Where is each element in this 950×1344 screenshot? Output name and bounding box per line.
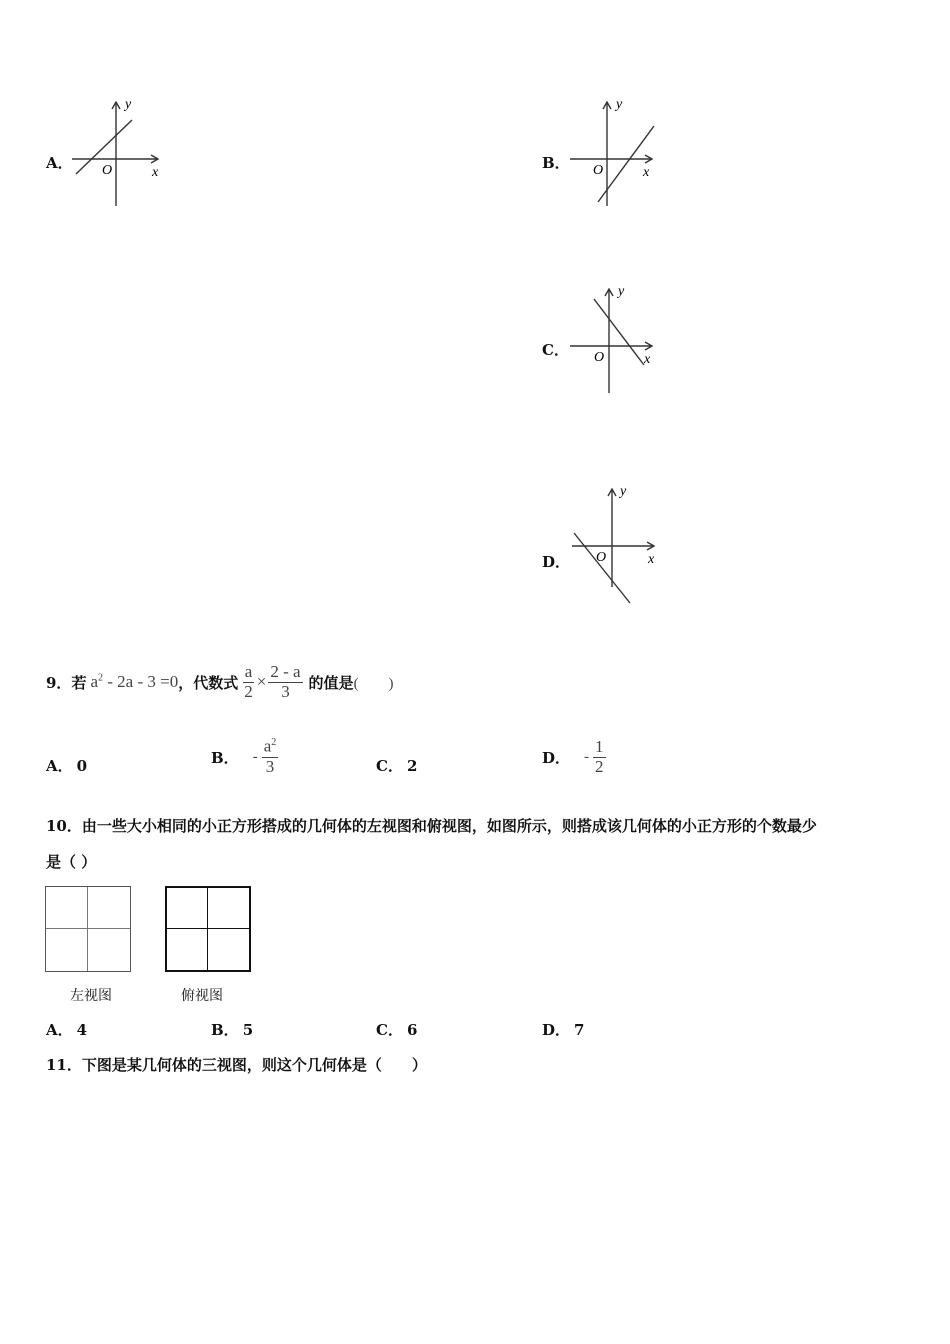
q9-b-num-exp: 2 — [271, 737, 277, 749]
q10-stem-line2: 是（ ） — [46, 853, 97, 871]
q8-d-axis-x: x — [648, 552, 655, 567]
left-view-figure — [45, 886, 131, 972]
q9-b-label: B． — [211, 748, 239, 767]
q10-a-label: A． — [46, 1021, 73, 1039]
q9-condition — [90, 672, 178, 692]
q9-frac2-num: 2 - a — [270, 661, 301, 681]
q9-frac2-den: 3 — [281, 681, 290, 701]
q8-a-axis-y: y — [125, 97, 132, 112]
q9-c-value: 2 — [406, 757, 418, 775]
q9-prefix: 若 — [71, 673, 87, 692]
q8-option-a-graph — [72, 96, 172, 208]
q8-c-axis-y: y — [618, 284, 625, 299]
q9-c-label: C． — [376, 757, 403, 775]
q10-answer-c[interactable] — [376, 1019, 417, 1040]
q9-b-minus: - — [252, 748, 258, 765]
q9-answer-b[interactable] — [211, 733, 278, 781]
q10-answer-b[interactable] — [211, 1019, 253, 1040]
q9-b-frac — [262, 737, 279, 776]
q8-a-origin: O — [102, 163, 113, 178]
q8-b-origin: O — [593, 163, 604, 178]
q9-frac1 — [242, 663, 255, 701]
q9-stem — [46, 646, 394, 718]
q10-d-value: 7 — [574, 1021, 585, 1039]
q9-cond-exp: 2 — [98, 672, 103, 684]
q8-option-c-graph — [568, 283, 668, 395]
q8-d-axis-y: y — [620, 484, 627, 499]
q9-frac1-num: a — [244, 661, 253, 681]
q10-answer-d[interactable] — [542, 1019, 584, 1040]
q8-option-c-label[interactable]: C． — [542, 341, 569, 359]
q8-c-axis-x: x — [644, 352, 651, 367]
q9-d-minus: - — [584, 748, 590, 765]
q9-d-num: 1 — [595, 736, 604, 756]
q10-d-label: D． — [542, 1021, 571, 1039]
q10-b-label: B． — [211, 1021, 239, 1039]
q9-d-label: D． — [542, 748, 571, 767]
q8-b-axis-x: x — [643, 165, 650, 180]
q8-option-b-graph — [568, 96, 668, 208]
q9-frac2 — [268, 663, 302, 701]
q10-a-value: 4 — [76, 1021, 88, 1039]
q10-c-value: 6 — [406, 1021, 418, 1039]
q9-answer-d[interactable] — [542, 733, 606, 781]
q9-comma: ，代数式 — [178, 673, 239, 692]
q9-frac1-den: 2 — [244, 681, 253, 701]
q8-option-d-label[interactable]: D． — [542, 553, 571, 571]
q9-b-num-base: a — [263, 737, 272, 757]
q9-d-den: 2 — [595, 756, 604, 776]
q9-cond-rest: - 2a - 3 =0 — [103, 672, 179, 691]
q8-a-axis-x: x — [152, 165, 159, 180]
q9-number: 9． — [46, 673, 72, 692]
q9-times: × — [256, 672, 267, 691]
q8-c-origin: O — [594, 350, 605, 365]
q10-answer-a[interactable] — [46, 1019, 87, 1040]
q9-a-value: 0 — [76, 757, 88, 775]
q8-option-d-graph — [568, 483, 668, 607]
q8-b-axis-y: y — [616, 97, 623, 112]
q10-b-value: 5 — [242, 1021, 254, 1039]
q8-option-b-label[interactable]: B． — [542, 154, 570, 172]
q9-cond-a: a — [90, 672, 98, 691]
q10-c-label: C． — [376, 1021, 403, 1039]
q9-a-label: A． — [46, 757, 73, 775]
left-view-caption: 左视图 — [70, 988, 112, 1004]
q8-d-origin: O — [596, 550, 607, 565]
top-view-caption: 俯视图 — [181, 988, 223, 1004]
q9-answer-c[interactable] — [376, 755, 417, 776]
q9-paren: ( ) — [353, 675, 394, 692]
q9-b-den: 3 — [265, 756, 275, 776]
q9-suffix: 的值是 — [308, 673, 354, 692]
q8-option-a-label[interactable]: A． — [46, 154, 73, 172]
q9-answer-a[interactable] — [46, 755, 87, 776]
top-view-figure — [165, 886, 251, 972]
q11-stem: 11．下图是某几何体的三视图，则这个几何体是（ ） — [46, 1056, 427, 1074]
q9-d-frac — [593, 738, 606, 776]
q10-stem-line1: 10．由一些大小相同的小正方形搭成的几何体的左视图和俯视图，如图所示，则搭成该几何体的小正方形的个数最少 — [46, 817, 817, 835]
